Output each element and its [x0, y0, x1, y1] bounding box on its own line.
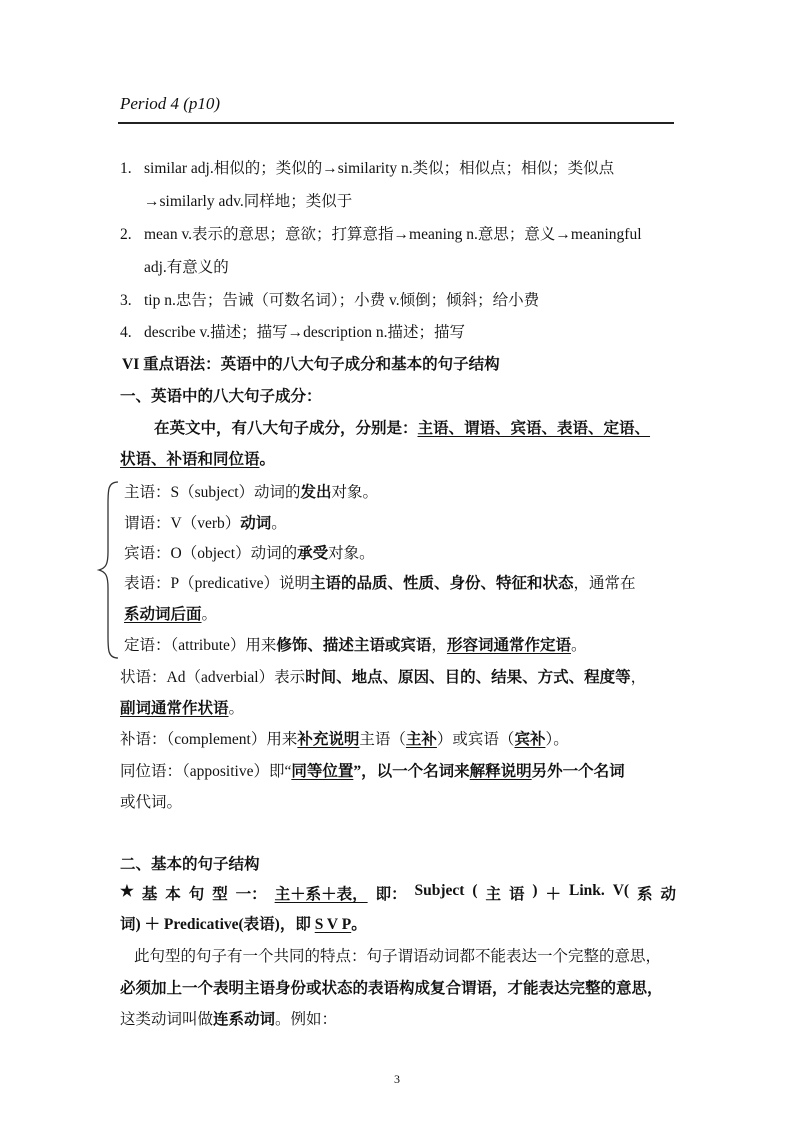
- curly-brace-icon: [96, 480, 122, 660]
- header-rule: [118, 122, 674, 124]
- page-header: Period 4 (p10): [120, 94, 221, 113]
- component-adverbial-cont: 副词通常作状语。: [120, 700, 245, 717]
- pattern1-desc-line3: 这类动词叫做连系动词。例如：: [120, 1011, 338, 1028]
- vocab-item-1-cont: →similarly adv.同样地；类似于: [144, 193, 353, 210]
- pattern1-line2: 词) ＋ Predicative(表语)，即 S V P。: [120, 916, 367, 933]
- component-subject: 主语：S（subject）动词的发出对象。: [124, 484, 379, 501]
- component-predicate: 谓语：V（verb）动词。: [124, 515, 287, 532]
- vocab-item-2-cont: adj.有意义的: [144, 259, 229, 276]
- vocab-item-1: 1. similar adj.相似的；类似的→similarity n.类似；相似点；相似；类似点: [120, 160, 615, 177]
- page-number: 3: [394, 1072, 400, 1086]
- component-object: 宾语：O（object）动词的承受对象。: [124, 545, 375, 562]
- part1-intro: 在英文中，有八大句子成分，分别是：主语、谓语、宾语、表语、定语、: [154, 420, 651, 437]
- component-attribute: 定语：（attribute）用来修饰、描述主语或宾语，形容词通常作定语。: [124, 637, 587, 654]
- part1-heading: 一、英语中的八大句子成分：: [120, 388, 322, 405]
- pattern1-desc-line2: 必须加上一个表明主语身份或状态的表语构成复合谓语，才能表达完整的意思，: [120, 980, 663, 997]
- part2-heading: 二、基本的句子结构: [120, 856, 260, 873]
- vocab-item-4: 4. describe v.描述；描写→description n.描述；描写: [120, 324, 466, 341]
- component-appositive: 同位语：（appositive）即“同等位置”，以一个名词来解释说明另外一个名词: [120, 763, 625, 780]
- pattern1-line1: ★ 基 本 句 型 一： 主＋系＋表， 即： Subject ( 主 语 ) ＋ Link. V( 系 动: [120, 882, 676, 903]
- component-predicative-cont: 系动词后面。: [124, 606, 218, 623]
- component-adverbial: 状语：Ad（adverbial）表示时间、地点、原因、目的、结果、方式、程度等，: [120, 669, 647, 686]
- section-heading: VI 重点语法：英语中的八大句子成分和基本的句子结构: [122, 356, 500, 373]
- vocab-item-3: 3. tip n.忠告；告诫（可数名词）；小费 v.倾倒；倾斜；给小费: [120, 292, 540, 309]
- component-predicative: 表语：P（predicative）说明主语的品质、性质、身份、特征和状态，通常在: [124, 575, 636, 592]
- component-complement: 补语：（complement）用来补充说明主语（主补）或宾语（宾补）。: [120, 731, 569, 748]
- vocab-item-2: 2. mean v.表示的意思；意欲；打算意指→meaning n.意思；意义→meaningful: [120, 226, 642, 243]
- part1-intro-cont: 状语、补语和同位语。: [120, 451, 276, 468]
- component-appositive-cont: 或代词。: [120, 794, 183, 811]
- pattern1-desc-line1: 此句型的句子有一个共同的特点：句子谓语动词都不能表达一个完整的意思，: [134, 948, 662, 965]
